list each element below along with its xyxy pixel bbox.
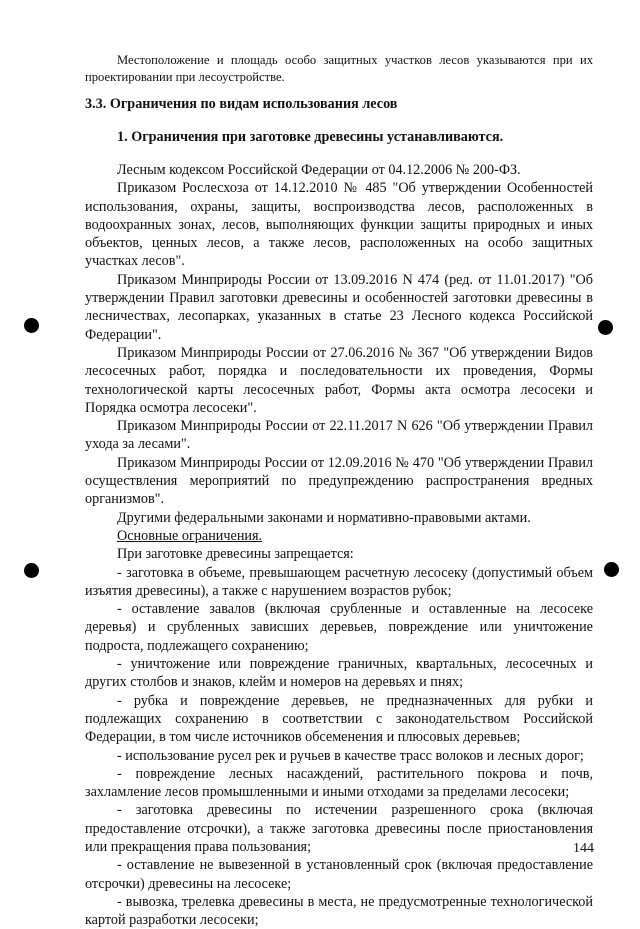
list-item: - уничтожение или повреждение граничных, квартальных, лесосечных и других столбов и знаков, клейм и номеров на деревьях и пнях;	[85, 656, 593, 691]
paragraph: Приказом Минприроды России от 13.09.2016 N 474 (ред. от 11.01.2017) "Об утверждении Правил заготовки древесины и особенностей заготовки древесины в лесничествах, лесопарках, указанных в статье 23 Лесного кодекса Российской Федерации".	[85, 271, 593, 343]
list-item: - оставление не вывезенной в установленный срок (включая предоставление отсрочки) древесины на лесосеке;	[85, 857, 593, 892]
section-heading-block	[85, 95, 593, 113]
paragraph: Приказом Минприроды России от 12.09.2016 № 470 "Об утверждении Правил осуществления мероприятий по предупреждению распространения вредных организмов".	[85, 454, 593, 508]
list-item: - использование русел рек и ручьев в качестве трасс волоков и лесных дорог;	[117, 747, 584, 764]
list-item: - повреждение лесных насаждений, растительного покрова и почв, захламление лесов промышленными и иными отходами за пределами лесосеки;	[85, 765, 593, 801]
intro-paragraph	[85, 52, 593, 85]
paragraph: Другими федеральными законами и нормативно-правовыми актами.	[117, 509, 531, 526]
prohibited-intro: При заготовке древесины запрещается:	[117, 546, 354, 563]
paragraph: Лесным кодексом Российской Федерации от 04.12.2006 № 200-ФЗ.	[117, 162, 521, 178]
list-item: - рубка и повреждение деревьев, не предназначенных для рубки и подлежащих сохранению в соответствии с законодательством Российской Федерации, в том числе источников обсеменения и плюсовых деревьев;	[85, 692, 593, 746]
main-text	[85, 161, 593, 929]
punch-hole-dot	[24, 563, 39, 578]
list-item: - оставление завалов (включая срубленные и оставленные на лесосеке деревья) и срубленных зависших деревьев, повреждение или уничтожение подроста, подлежащего сохранению;	[85, 601, 593, 654]
main-restrictions-text: Основные ограничения.	[117, 527, 263, 544]
list-item: - заготовка в объеме, превышающем расчетную лесосеку (допустимый объем изъятия древесины), а также с нарушением возрастов рубок;	[85, 564, 593, 599]
intro-text: Местоположение и площадь особо защитных участков лесов указываются при их проектировании при лесоустройстве.	[85, 53, 593, 84]
paragraph: Приказом Минприроды России от 22.11.2017 N 626 "Об утверждении Правил ухода за лесами".	[85, 418, 593, 453]
punch-hole-dot	[604, 562, 619, 577]
punch-hole-dot	[598, 320, 613, 335]
main-restrictions-label	[85, 527, 593, 545]
punch-hole-dot	[24, 318, 39, 333]
page-number: 144	[573, 841, 594, 856]
list-item: - вывозка, трелевка древесины в места, не предусмотренные технологической картой разработки лесосеки;	[85, 893, 593, 929]
subheading-block	[117, 128, 593, 146]
paragraph: Приказом Минприроды России от 27.06.2016 № 367 "Об утверждении Видов лесосечных работ, порядка и последовательности их проведения, Формы технологической карты лесосечных работ, Формы акта осмотра лесосеки и Порядка осмотра лесосеки".	[85, 344, 593, 416]
list-item: - заготовка древесины по истечении разрешенного срока (включая предоставление отсрочки), а также заготовка древесины после приостановления или прекращения права пользования;	[85, 802, 593, 855]
section-heading: 3.3. Ограничения по видам использования лесов	[85, 96, 398, 112]
paragraph: Приказом Рослесхоза от 14.12.2010 № 485 "Об утверждении Особенностей использования, охраны, защиты, воспроизводства лесов, расположенных в водоохранных зонах, лесов, выполняющих функции защиты природных и иных объектов, ценных лесов, а также лесов, расположенных на особо защитных участках лесов".	[85, 180, 593, 270]
subheading: 1. Ограничения при заготовке древесины устанавливаются.	[117, 129, 504, 145]
